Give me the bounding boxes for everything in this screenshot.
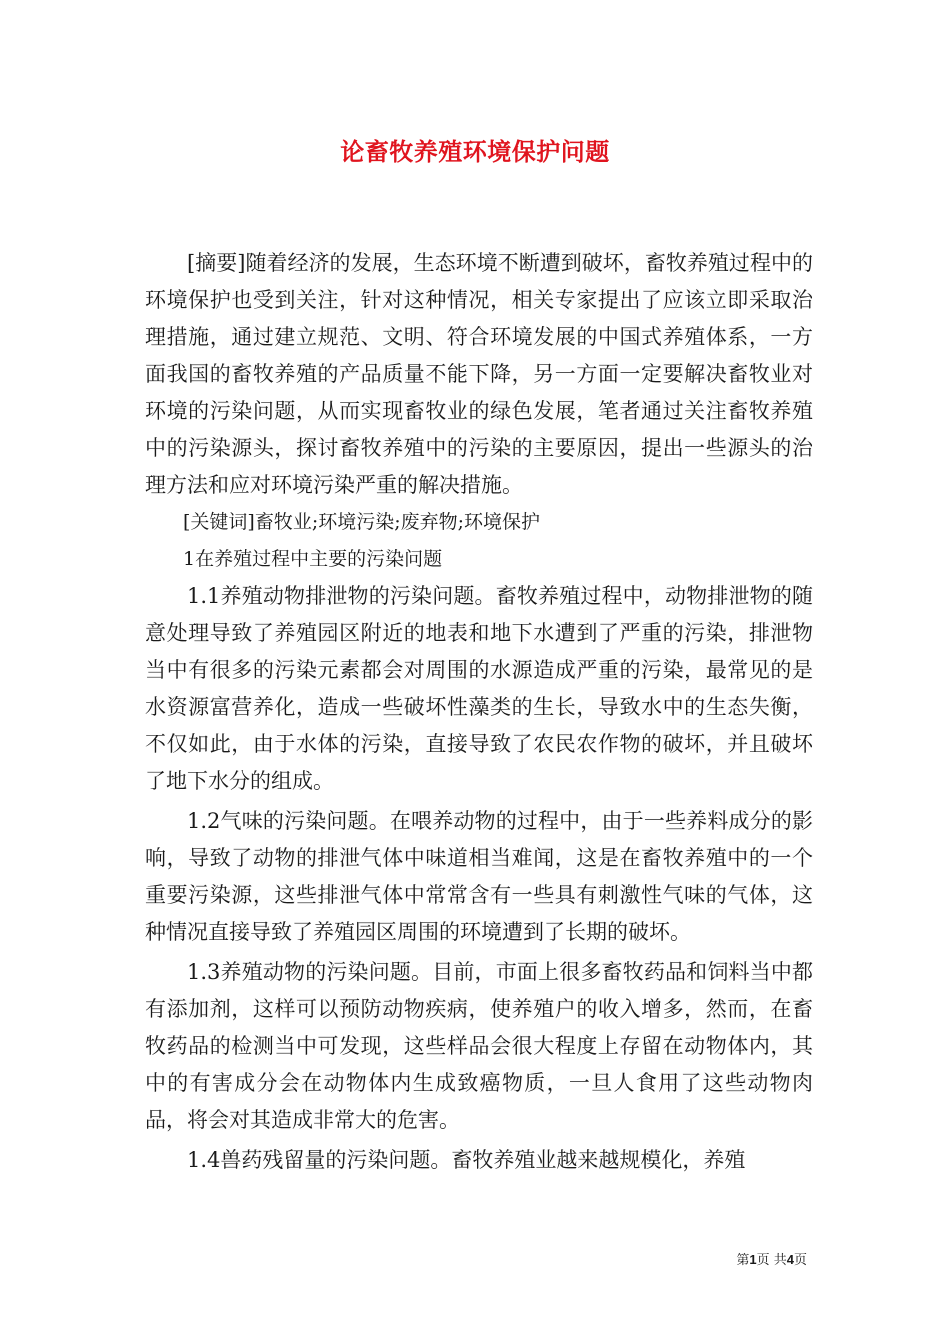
page-number-footer bbox=[736, 1249, 807, 1268]
document-body bbox=[145, 245, 813, 1179]
document-title: 论畜牧养殖环境保护问题 bbox=[340, 138, 610, 166]
abstract-paragraph: [摘要]随着经济的发展，生态环境不断遭到破坏，畜牧养殖过程中的环境保护也受到关注，针对这种情况，相关专家提出了应该立即采取治理措施，通过建立规范、文明、符合环境发展的中国式养殖体系，一方面我国的畜牧养殖的产品质量不能下降，另一方面一定要解决畜牧业对环境的污染问题，从而实现畜牧业的绿色发展，笔者通过关注畜牧养殖中的污染源头，探讨畜牧养殖中的污染的主要原因，提出一些源头的治理方法和应对环境污染严重的解决措施。 bbox=[145, 251, 813, 497]
keywords-paragraph: [关键词]畜牧业;环境污染;废弃物;环境保护 bbox=[183, 511, 541, 533]
section-1-4-paragraph: 1.4兽药残留量的污染问题。畜牧养殖业越来越规模化，养殖 bbox=[187, 1148, 746, 1172]
total-page-number: 4 bbox=[786, 1252, 794, 1267]
section-heading: 1在养殖过程中主要的污染问题 bbox=[183, 548, 443, 570]
section-1-3-paragraph: 1.3养殖动物的污染问题。目前，市面上很多畜牧药品和饲料当中都有添加剂，这样可以预防动物疾病，使养殖户的收入增多，然而，在畜牧药品的检测当中可发现，这些样品会很大程度上存留在动物体内，其中的有害成分会在动物体内生成致癌物质，一旦人食用了这些动物肉品，将会对其造成非常大的危害。 bbox=[145, 960, 813, 1132]
current-page-number: 1 bbox=[749, 1252, 757, 1267]
section-1-1-paragraph: 1.1养殖动物排泄物的污染问题。畜牧养殖过程中，动物排泄物的随意处理导致了养殖园区附近的地表和地下水遭到了严重的污染，排泄物当中有很多的污染元素都会对周围的水源造成严重的污染，最常见的是水资源富营养化，造成一些破坏性藻类的生长，导致水中的生态失衡，不仅如此，由于水体的污染，直接导致了农民农作物的破坏，并且破坏了地下水分的组成。 bbox=[145, 584, 813, 793]
footer-prefix: 第 bbox=[736, 1253, 750, 1268]
footer-suffix: 页 bbox=[793, 1253, 807, 1268]
section-1-2-paragraph: 1.2气味的污染问题。在喂养动物的过程中，由于一些养料成分的影响，导致了动物的排泄气体中味道相当难闻，这是在畜牧养殖中的一个重要污染源，这些排泄气体中常常含有一些具有刺激性气味的气体，这种情况直接导致了养殖园区周围的环境遭到了长期的破坏。 bbox=[145, 809, 813, 944]
footer-middle: 页 共 bbox=[756, 1253, 787, 1268]
